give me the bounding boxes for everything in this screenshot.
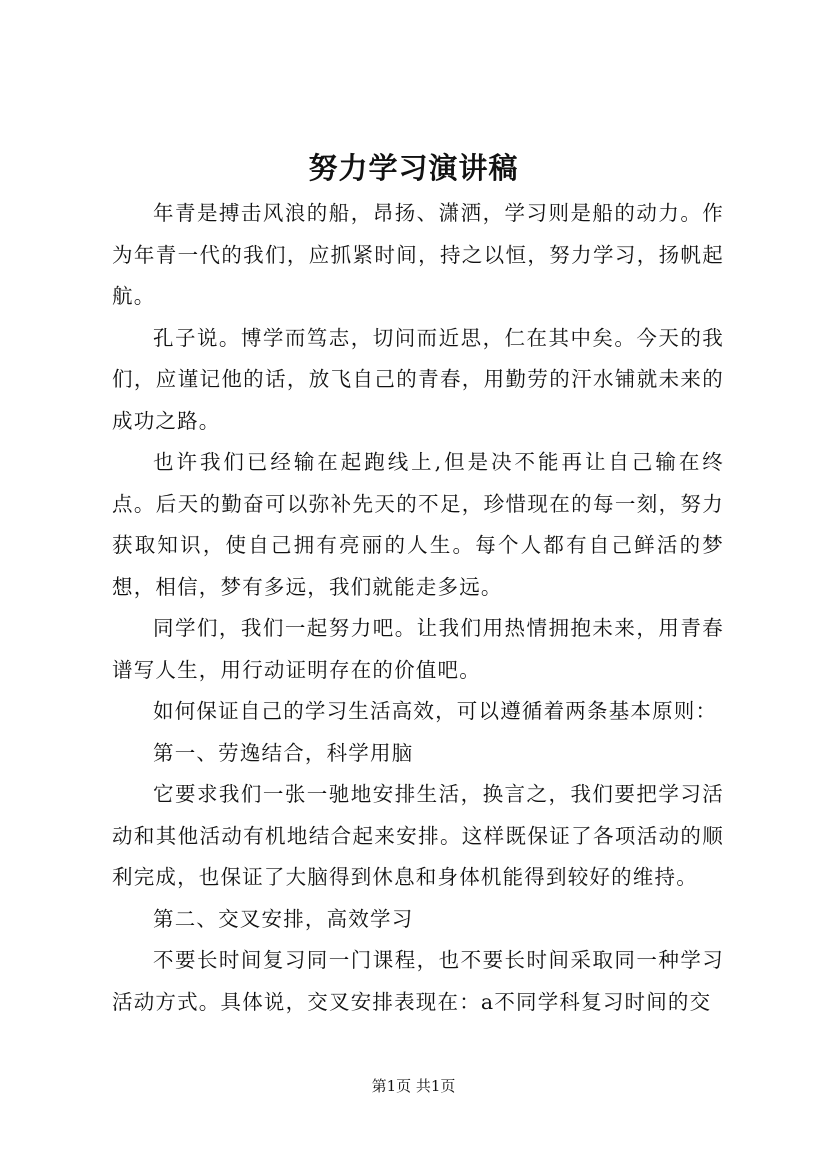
paragraph-1: 年青是搏击风浪的船，昂扬、潇洒，学习则是船的动力。作为年青一代的我们，应抓紧时间，持之以恒，努力学习，扬帆起航。 (112, 201, 724, 308)
paragraph-7: 不要长时间复习同一门课程，也不要长时间采取同一种学习活动方式。具体说，交叉安排表现在：a不同学科复习时间的交 (112, 948, 724, 1014)
document-title: 努力学习演讲稿 (308, 151, 519, 185)
page-number-footer: 第1页 共1页 (371, 1077, 456, 1095)
paragraph-3: 也许我们已经输在起跑线上,但是决不能再让自己输在终点。后天的勤奋可以弥补先天的不足，珍惜现在的每一刻，努力获取知识，使自己拥有亮丽的人生。每个人都有自己鲜活的梦想，相信，梦有多远，我们就能走多远。 (112, 450, 724, 599)
section-heading-2: 第二、交叉安排，高效学习 (153, 906, 414, 931)
paragraph-2: 孔子说。博学而笃志，切问而近思，仁在其中矣。今天的我们，应谨记他的话，放飞自己的青春，用勤劳的汗水铺就未来的成功之路。 (112, 325, 724, 433)
paragraph-4: 同学们，我们一起努力吧。让我们用热情拥抱未来，用青春谱写人生，用行动证明存在的价值吧。 (112, 616, 724, 682)
paragraph-6: 它要求我们一张一驰地安排生活，换言之，我们要把学习活动和其他活动有机地结合起来安排。这样既保证了各项活动的顺利完成，也保证了大脑得到休息和身体机能得到较好的维持。 (112, 782, 724, 889)
paragraph-5: 如何保证自己的学习生活高效，可以遵循着两条基本原则： (153, 699, 718, 723)
section-heading-1: 第一、劳逸结合，科学用脑 (153, 740, 414, 765)
document-body (112, 193, 724, 1023)
